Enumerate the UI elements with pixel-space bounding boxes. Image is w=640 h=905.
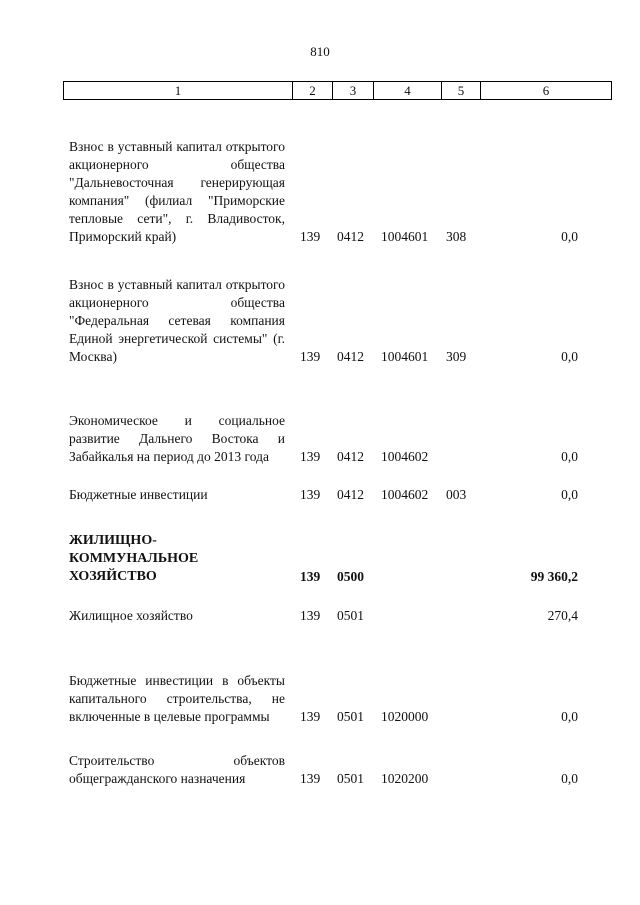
table-row <box>0 486 640 504</box>
table-row <box>0 118 640 246</box>
row-name: Взнос в уставный капитал открытого акционерного общества "Дальневосточная генерирующая компания" (филиал "Приморские тепловые сети", г. Владивосток, Приморский край) <box>69 139 285 244</box>
row-name: Бюджетные инвестиции <box>69 487 208 502</box>
row-col-3: 0501 <box>337 709 364 724</box>
row-col-2: 139 <box>300 709 321 724</box>
row-col-3: 0501 <box>337 608 364 623</box>
row-col-2: 139 <box>300 229 321 244</box>
row-col-6: 0,0 <box>561 487 578 502</box>
row-col-3: 0412 <box>337 229 364 244</box>
row-col-4: 1020200 <box>381 771 429 786</box>
header-col-6: 6 <box>542 83 550 98</box>
header-col-5: 5 <box>442 82 481 99</box>
row-name: Строительство объектов общегражданского назначения <box>69 753 285 786</box>
row-col-3: 0501 <box>337 771 364 786</box>
row-col-4: 1004601 <box>381 229 429 244</box>
row-col-5: 003 <box>446 487 467 502</box>
row-col-2: 139 <box>300 449 321 464</box>
row-col-5: 309 <box>446 349 467 364</box>
row-col-4: 1020000 <box>381 709 429 724</box>
row-col-2: 139 <box>300 349 321 364</box>
row-col-6: 270,4 <box>547 608 578 623</box>
row-name: Экономическое и социальное развитие Дальнего Востока и Забайкалья на период до 2013 года <box>69 413 285 464</box>
header-col-1: 1 <box>64 82 293 99</box>
row-name: Жилищное хозяйство <box>69 608 193 623</box>
row-col-6: 0,0 <box>561 449 578 464</box>
row-name: Взнос в уставный капитал открытого акционерного общества "Федеральная сетевая компания Единой энергетической системы" (г. Москва) <box>69 277 285 364</box>
row-col-4: 1004602 <box>381 487 429 502</box>
header-col-4: 4 <box>374 82 442 99</box>
table-header <box>63 81 612 100</box>
row-col-5: 308 <box>446 229 467 244</box>
row-col-2: 139 <box>300 569 321 584</box>
row-col-3: 0412 <box>337 449 364 464</box>
table-row <box>0 656 640 726</box>
row-col-3: 0500 <box>337 569 364 584</box>
row-col-2: 139 <box>300 608 321 623</box>
row-col-6: 99 360,2 <box>530 569 578 584</box>
row-col-2: 139 <box>300 487 321 502</box>
table-row <box>0 530 640 586</box>
row-col-2: 139 <box>300 771 321 786</box>
table-row <box>0 278 640 366</box>
row-col-4: 1004602 <box>381 449 429 464</box>
row-col-6: 0,0 <box>561 229 578 244</box>
table-row <box>0 396 640 466</box>
row-name: ЖИЛИЩНО-КОММУНАЛЬНОЕ ХОЗЯЙСТВО <box>69 533 199 584</box>
row-col-3: 0412 <box>337 349 364 364</box>
row-name: Бюджетные инвестиции в объекты капитального строительства, не включенные в целевые программы <box>69 673 285 724</box>
row-col-3: 0412 <box>337 487 364 502</box>
table-row <box>0 752 640 788</box>
row-col-4: 1004601 <box>381 349 429 364</box>
table-row <box>0 607 640 625</box>
row-col-6: 0,0 <box>561 709 578 724</box>
header-col-3: 3 <box>333 82 374 99</box>
page-number: 810 <box>310 44 330 59</box>
header-col-2: 2 <box>293 82 333 99</box>
row-col-6: 0,0 <box>561 349 578 364</box>
row-col-6: 0,0 <box>561 771 578 786</box>
